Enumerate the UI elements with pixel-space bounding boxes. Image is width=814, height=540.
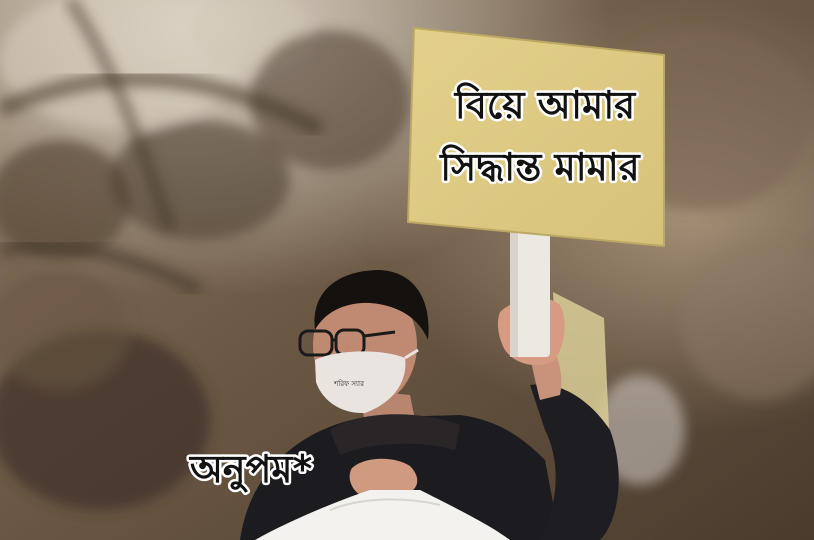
placard	[408, 28, 664, 246]
placard-line-1: বিয়ে আমার	[454, 83, 636, 127]
name-caption: অনুপম*	[190, 447, 313, 491]
placard-line-2: সিদ্ধান্ত মামার	[440, 145, 640, 189]
sign-stick	[510, 232, 550, 357]
mask-text: শরিফ স্যার	[334, 380, 364, 388]
